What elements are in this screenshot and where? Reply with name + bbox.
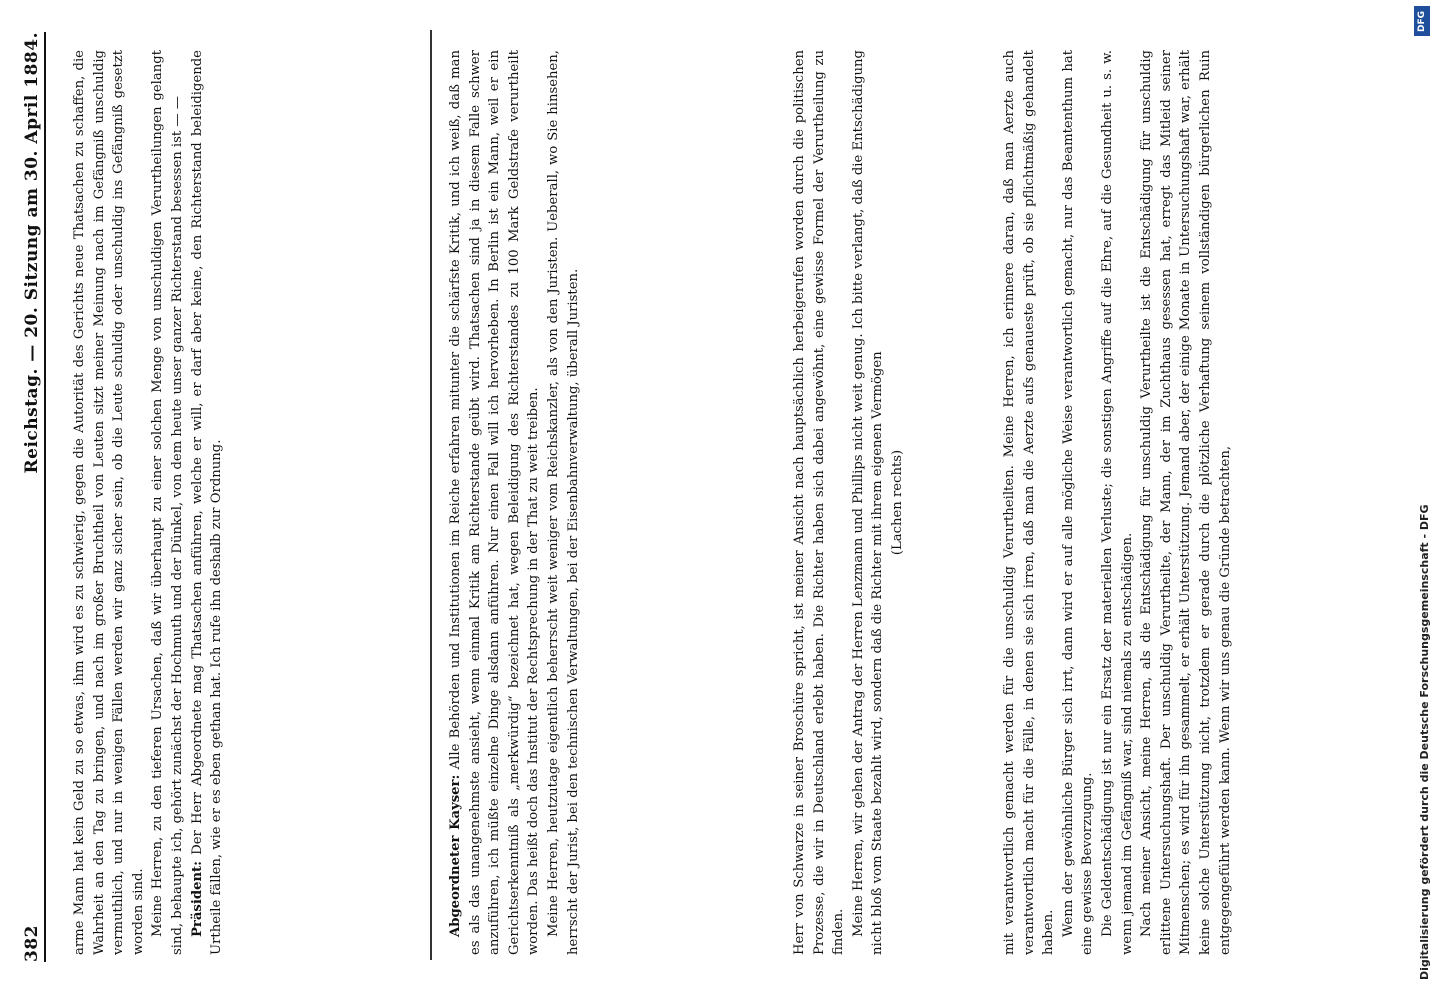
paragraph: Die Geldentschädigung ist nur ein Ersatz der materiellen Verluste; die sonstigen Angriffe auf die Ehre, auf die Gesundheit u. s. w. wenn jemand im Gefängniß war, sind niemals zu entschädigen. xyxy=(1099,50,1135,955)
paragraph: Nach meiner Ansicht, meine Herren, als die Entschädigung für unschuldig Verurtheilte ist die Entschädigung für unschuldig erlittene Untersuchungshaft. Der unschuldig Verurtheilte, der Mann, der im Zuchthaus gesessen hat, erregt das Mitleid seiner Mitmenschen; es wird für ihn gesammelt, er erhält Unterstützung. Jemand aber, der einige Monate in Untersuchungshaft war, erhält keine solche Unterstützung nicht, trotzdem er gerade durch die plötzliche Verhaftung seinem vollständigen bürgerlichen Ruin entgegengeführt werden kann. Wenn wir uns genau die Gründe betrachten, xyxy=(1139,50,1233,955)
paragraph: Meine Herren, heutzutage eigentlich beherrscht weit weniger vom Reichskanzler, als von den Juristen. Ueberall, wo Sie hinsehen, herrscht der Jurist, bei den technischen Verwaltungen, bei der Eisenbahnverwaltung, überall Juristen. xyxy=(545,50,581,955)
column-right-lower xyxy=(1000,50,1330,955)
column-right-upper xyxy=(790,50,990,955)
column-left-lower xyxy=(446,50,771,955)
header-rule xyxy=(44,32,46,962)
applause-note: (Lachen rechts) xyxy=(889,449,905,556)
speaker-text: Alle Behörden und Institutionen im Reiche erfahren mitunter die schärfste Kritik, und ich weiß, daß man es als das unangenehmste ansieht, wenn einmal Kritik am Richterstande geübt wird. Thatsachen sind ja in diesem Falle schwer anzuführen, ich müßte einzelne Dinge alsdann anführen. Nur einen Fall will ich hervorheben. In Berlin ist ein Mann, weil er ein Gerichtserkenntniß als „merkwürdig“ bezeichnet hat, wegen Beleidigung des Richterstandes zu 100 Mark Geldstrafe verurtheilt worden. Das heißt doch das Institut der Rechtsprechung in der That zu weit treiben. xyxy=(448,50,542,955)
speaker-text: Der Herr Abgeordnete mag Thatsachen anführen, welche er will, er darf aber keine, den Richterstand beleidigende Urtheile fällen, wie er es eben gethan hat. Ich rufe ihn deshalb zur Ordnung. xyxy=(189,50,225,955)
speaker-label: Präsident: xyxy=(189,860,205,937)
digitization-credit: Digitalisierung gefördert durch die Deutsche Forschungsgemeinschaft - DFG xyxy=(1418,504,1431,980)
dfg-logo-icon: DFG xyxy=(1414,6,1430,36)
speaker-label: Abgeordneter Kayser: xyxy=(448,774,463,937)
running-header xyxy=(22,32,46,962)
paragraph: Meine Herren, zu den tieferen Ursachen, daß wir überhaupt zu einer solchen Menge von unschuldigen Verurtheilungen gelangt sind, behaupte ich, gehört zunächst der Hochmuth und der Dünkel, von dem heute unser ganzer Richterstand besessen ist — — xyxy=(150,50,185,955)
paragraph: arme Mann hat kein Geld zu so etwas, ihm wird es zu schwierig, gegen die Autorität des Gerichts neue Thatsachen zu schaffen, die Wahrheit an den Tag zu bringen, und nach im großer Bruchtheil von Leuten sitzt meiner Meinung nach im Gefängniß unschuldig vermuthlich, und nur in wenigen Fällen werden wir ganz sicher sein, ob die Leute schuldig oder unschuldig ins Gefängniß gesetzt worden sind. xyxy=(72,50,146,955)
paragraph: Wenn der gewöhnliche Bürger sich irrt, dann wird er auf alle mögliche Weise verantwortlich gemacht, nur das Beamtenthum hat eine gewisse Bevorzugung. xyxy=(1060,50,1096,955)
paragraph: Meine Herren, wir gehen der Antrag der Herren Lenzmann und Phillips nicht weit genug. Ich bitte verlangt, daß die Entschädigung nicht bloß vom Staate bezahlt wird, sondern daß die Richter mit ihrem eigenen Vermögen xyxy=(850,50,886,955)
column-divider xyxy=(430,30,432,960)
paragraph: Herr von Schwarze in seiner Broschüre spricht, ist meiner Ansicht nach hauptsächlich herbeigerufen worden durch die politischen Prozesse, die wir in Deutschland erlebt haben. Die Richter haben sich dabei angewöhnt, eine gewisse Formel der Verurtheilung zu finden. xyxy=(792,50,847,955)
paragraph: mit verantwortlich gemacht werden für die unschuldig Verurtheilten. Meine Herren, ich erinnere daran, daß man Aerzte auch verantwortlich macht für die Fälle, in denen sie sich irren, daß man die Aerzte aufs genaueste prüft, ob sie pflichtmäßig gehandelt haben. xyxy=(1002,50,1057,955)
column-left-upper xyxy=(70,50,400,955)
page-number: 382 xyxy=(22,925,42,962)
running-head: Reichstag. — 20. Sitzung am 30. April 1884. xyxy=(22,32,42,474)
